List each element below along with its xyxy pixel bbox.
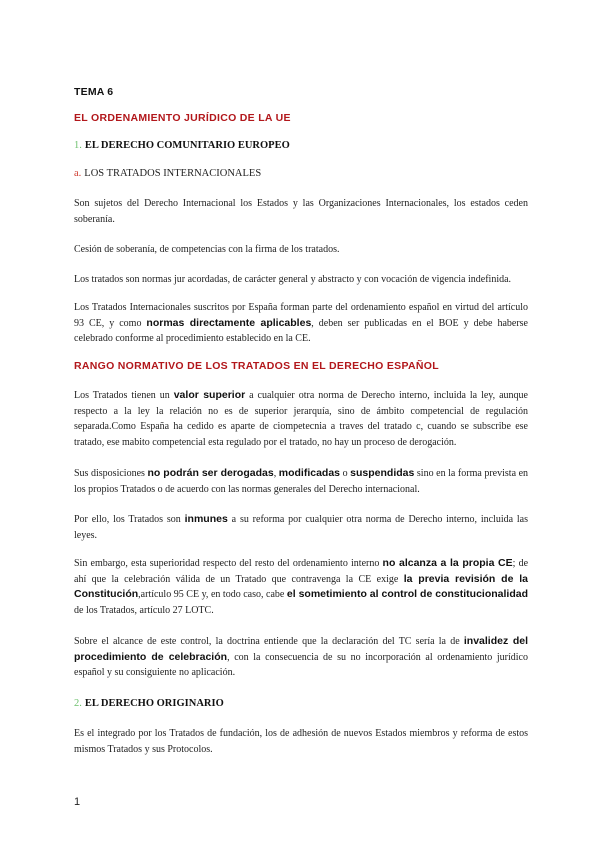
text-run: Sin embargo, esta superioridad respecto del resto del ordenamiento interno — [74, 558, 383, 569]
bold-phrase: suspendidas — [350, 467, 415, 479]
paragraph-inmunes — [74, 512, 528, 543]
subsection-a-heading — [74, 168, 528, 179]
bold-phrase: el sometimiento al control de constitucionalidad — [286, 588, 528, 601]
tema-label: TEMA 6 — [74, 86, 114, 98]
paragraph-tratados-espana — [74, 300, 528, 347]
bold-phrase: la previa revisión de la Constitución — [74, 572, 528, 601]
text-run: Por ello, los Tratados son — [74, 514, 185, 525]
bold-phrase: normas directamente aplicables — [146, 316, 312, 329]
text-run: Sobre el alcance de este control, la doctrina entiende que la declaración del TC sería la de — [74, 636, 464, 647]
text-run: sino en la forma prevista en los propios Tratados o de acuerdo con las normas generales del Derecho internacional. — [74, 468, 529, 495]
text-run: , con la consecuencia de su no incorporación al ordenamiento jurídico español y su consiguiente no aplicación. — [74, 651, 528, 679]
paragraph-derecho-originario: Es el integrado por los Tratados de fundación, los de adhesión de nuevos Estados miembros y reforma de estos mismos Tratados y sus Protocolos. — [74, 728, 528, 755]
paragraph-superioridad — [74, 556, 528, 618]
text-run: o — [340, 468, 351, 479]
rango-heading: RANGO NORMATIVO DE LOS TRATADOS EN EL DERECHO ESPAÑOL — [74, 360, 439, 372]
text-run: ; de ahí que la celebración válida de un Tratado que contravenga la CE exige — [74, 558, 529, 585]
section-1-number: 1. — [74, 140, 82, 151]
section-2-title: EL DERECHO ORIGINARIO — [84, 698, 224, 709]
text-run: , deben ser publicadas en el BOE y debe haberse celebrado conforme al procedimiento establecido en la CE. — [74, 317, 528, 345]
bold-phrase: inmunes — [184, 513, 228, 525]
paragraph-cesion: Cesión de soberanía, de competencias con la firma de los tratados. — [74, 244, 340, 255]
bold-phrase: valor superior — [173, 389, 246, 401]
page-number: 1 — [74, 796, 81, 808]
paragraph-normas: Los tratados son normas jur acordadas, de carácter general y abstracto y con vocación de vigencia indefinida. — [74, 274, 512, 285]
bold-phrase: no alcanza a la propia CE — [382, 557, 513, 569]
page-title: EL ORDENAMIENTO JURÍDICO DE LA UE — [74, 112, 291, 124]
bold-phrase: modificadas — [278, 467, 341, 479]
subsection-a-letter: a. — [74, 168, 82, 179]
paragraph-disposiciones — [74, 466, 528, 497]
text-run: , — [273, 468, 279, 479]
text-run: a cualquier otra norma de Derecho interno, incluida la ley, aunque respecto a la ley la relación no es de superior jerarquía, sino de ámbito competencial de regulación separada.Como España ha cedido es aparte de ciompetecnia a traves del tratado c, cuando se subscribe ese tratado, ese mabito competencial esta regulado por el tratado, no hay un proceso de derogación. — [74, 390, 528, 448]
section-2-number: 2. — [74, 698, 82, 709]
paragraph-valor-superior — [74, 388, 528, 450]
text-run: Los Tratados Internacionales suscritos por España forman parte del ordenamiento español en virtud del artículo 93 CE, y como — [74, 302, 528, 329]
text-run: ,artículo 95 CE y, en todo caso, cabe — [138, 589, 287, 601]
text-run: Sus disposiciones — [74, 468, 148, 479]
bold-phrase: invalidez del procedimiento de celebración — [74, 635, 529, 663]
paragraph-alcance-control — [74, 634, 528, 681]
paragraph-sujetos: Son sujetos del Derecho Internacional los Estados y las Organizaciones Internacionales, los estados ceden soberanía. — [74, 198, 528, 225]
text-run: de los Tratados, artículo 27 LOTC. — [74, 604, 214, 616]
text-run: a su reforma por cualquier otra norma de Derecho interno, incluida las leyes. — [74, 514, 528, 541]
text-run: Los Tratados tienen un — [74, 390, 174, 401]
bold-phrase: no podrán ser derogadas — [147, 467, 274, 479]
section-1-title: EL DERECHO COMUNITARIO EUROPEO — [84, 140, 290, 151]
section-2-heading — [74, 698, 528, 709]
section-1-heading — [74, 140, 528, 151]
subsection-a-title: LOS TRATADOS INTERNACIONALES — [84, 168, 262, 179]
